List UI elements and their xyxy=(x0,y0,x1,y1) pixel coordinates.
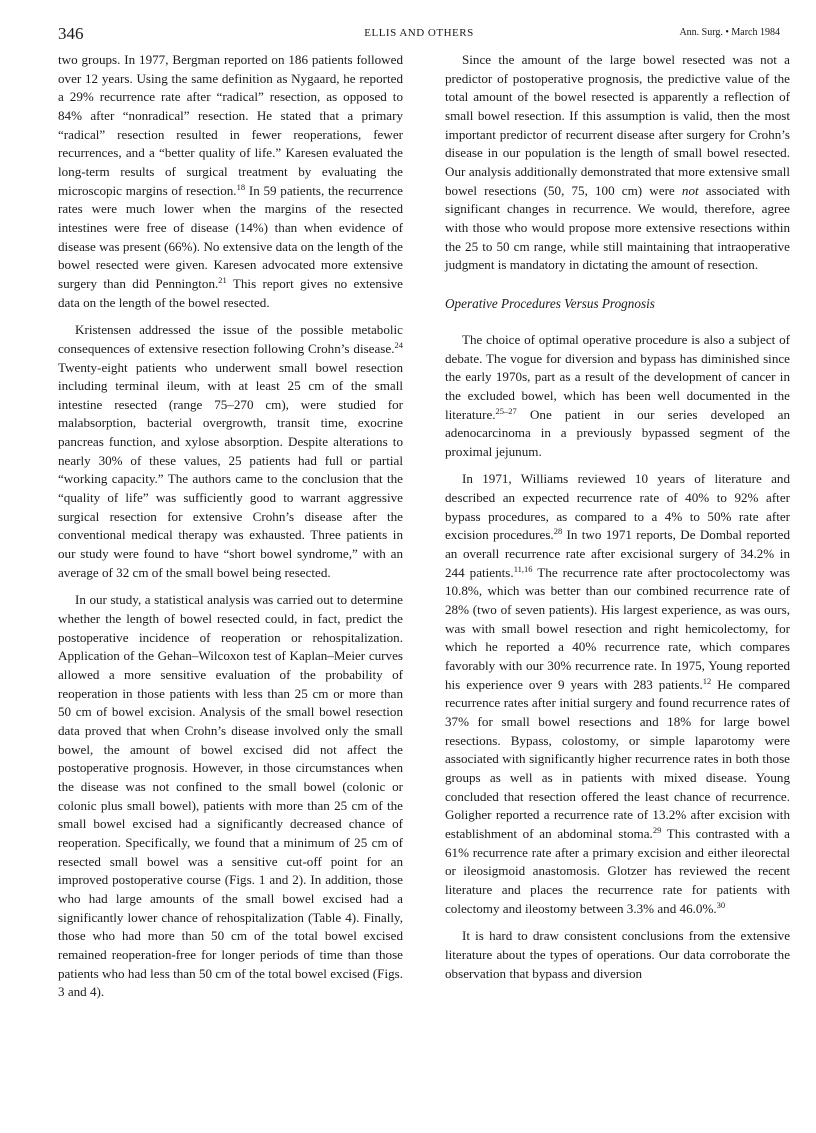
paragraph: Kristensen addressed the issue of the possible metabolic consequences of extensive resection following Crohn’s disease.$^{24}$ Twenty-eight patients who underwent small bowel resection including terminal ileum, with at least 25 cm of the small intestine resected (range 75–270 cm), were studied for malabsorption, bacterial overgrowth, transit time, exocrine pancreas function, and xylose absorption. Despite alterations to nearly 30% of these values, 25 patients had full or partial “working capacity.” The authors came to the conclusion that the “quality of life” was sufficiently good to warrant aggressive surgical resection for extensive Crohn’s disease after the conventional medical therapy was exhausted. Three patients in our study were found to have “short bowel syndrome,” with an average of 32 cm of the small bowel being resected. xyxy=(58,322,403,580)
reference-marker: 12 xyxy=(702,675,712,686)
reference-marker: 29 xyxy=(652,824,662,835)
paragraph: Since the amount of the large bowel resected was not a predictor of postoperative prognosis, the predictive value of the total amount of the bowel resected is apparently a reflection of small bowel resection. If this assumption is valid, then the most important predictor of recurrent disease after surgery for Crohn’s disease in our population is the length of small bowel resected. Our analysis additionally demonstrated that more extensive small bowel resections (50, 75, 100 cm) were not associated with significant changes in recurrence. We would, therefore, agree with those who would propose more extensive resections within the 25 to 50 cm range, while still maintaining that intraoperative judgment is mandatory in dictating the amount of resection. xyxy=(445,52,790,273)
reference-marker: 28 xyxy=(553,526,563,537)
paragraph: The choice of optimal operative procedure is also a subject of debate. The vogue for diversion and bypass has diminished since the early 1970s, part as a result of the development of cancer in the excluded bowel, which has been well documented in the literature.$^{25-27}$ One patient in our series developed an adenocarcinoma in a previously bypassed segment of the proximal jejunum. xyxy=(445,331,790,459)
paragraph: In 1971, Williams reviewed 10 years of literature and described an expected recurrence rate of 40% to 92% after bypass procedures, as compared to a 4% to 50% rate after excision procedures.$^{28}$ In two 1971 reports, De Dombal reported an overall recurrence rate after excisional surgery of 34.2% in 244 patients.$^{11,16}$ The recurrence rate after proctocolectomy was 10.8%, which was better than our combined recurrence rate of 28% (two of seven patients). His largest experience, as was ours, was with small bowel resection and right hemicolectomy, for which he reported a 40% recurrence rate, which compares favorably with our 30% recurrence rate. In 1975, Young reported his experience over 9 years with 283 patients.$^{12}$ He compared recurrence rates after initial surgery and found recurrence rates of 37% for small bowel resections and 18% for large bowel resections. Bypass, colostomy, or simple laparotomy were associated with significantly higher recurrence rates in both those groups as well as in patients with mixed disease. Young concluded that resection offered the least chance of recurrence. Goligher reported a recurrence rate of 13.2% after excision with establishment of an abdominal stoma.$^{29}$ This contrasted with a 61% recurrence rate after a primary excision and either ileorectal or ileosigmoid anastomosis. Glotzer has reviewed the recent literature and places the recurrence rate for patients with colectomy and ileostomy between 3.3% and 46.0%.$^{30}$ xyxy=(445,471,791,916)
page-number: 346 xyxy=(58,24,84,43)
journal-citation: Ann. Surg. • March 1984 xyxy=(679,27,780,38)
reference-marker: 30 xyxy=(716,899,726,910)
reference-marker: 18 xyxy=(236,181,246,192)
section-heading: Operative Procedures Versus Prognosis xyxy=(445,295,655,311)
page-header xyxy=(58,24,780,54)
paragraph: It is hard to draw consistent conclusions from the extensive literature about the types of operations. Our data corroborate the observation that bypass and diversion xyxy=(445,928,790,981)
right-column xyxy=(445,51,790,983)
paragraph: In our study, a statistical analysis was carried out to determine whether the length of bowel resected could, in fact, predict the postoperative incidence of reoperation or rehospitalization. Application of the Gehan–Wilcoxon test of Kaplan–Meier curves allowed a more sensitive evaluation of the probability of reoperation in those patients with less than 25 cm or more than 50 cm of bowel excision. Analysis of the small bowel resection data proved that when Crohn’s disease involved only the small bowel, the amount of bowel excised did not affect the postoperative prognosis. However, in those circumstances when the disease was not confined to the small bowel (colonic or colonic plus small bowel), patients with more than 25 cm of the small bowel excised had a significantly decreased chance of reoperation. Specifically, we found that a minimum of 25 cm of resected small bowel was a sensitive cut-off point for an improved postoperative course (Figs. 1 and 2). In addition, those who had large amounts of the small bowel excised had a significantly lower chance of rehospitalization (Table 4). Finally, those who had more than 50 cm of the total bowel excised remained reoperation-free for longer periods of time than those patients who had less than 50 cm of the total bowel excised (Figs. 3 and 4). xyxy=(58,592,403,1000)
reference-marker: 11,16 xyxy=(513,563,533,574)
emphasis: not xyxy=(681,182,699,198)
reference-marker: 25–27 xyxy=(495,405,517,416)
left-column xyxy=(58,51,403,1002)
running-head: ELLIS AND OTHERS xyxy=(364,27,474,39)
reference-marker: 21 xyxy=(218,274,227,285)
reference-marker: 24 xyxy=(394,339,403,350)
paragraph: two groups. In 1977, Bergman reported on 186 patients followed over 12 years. Using the same definition as Nygaard, he reported a 29% recurrence rate after “radical” resection, as opposed to 84% after “nonradical” resection. He stated that a primary “radical” resection resulted in fewer reoperations, fewer recurrences, and a “better quality of life.” Karesen evaluated the long-term results of surgical treatment by evaluating the microscopic margins of resection.$^{18}$ In 59 patients, the recurrence rates were much lower when the margins of the resected intestines were free of disease (14%) than when evidence of disease was present (66%). No extensive data on the length of the bowel resected were given. Karesen advocated more extensive surgery than did Pennington.$^{21}$ This report gives no extensive data on the length of the bowel resected. xyxy=(58,52,403,310)
